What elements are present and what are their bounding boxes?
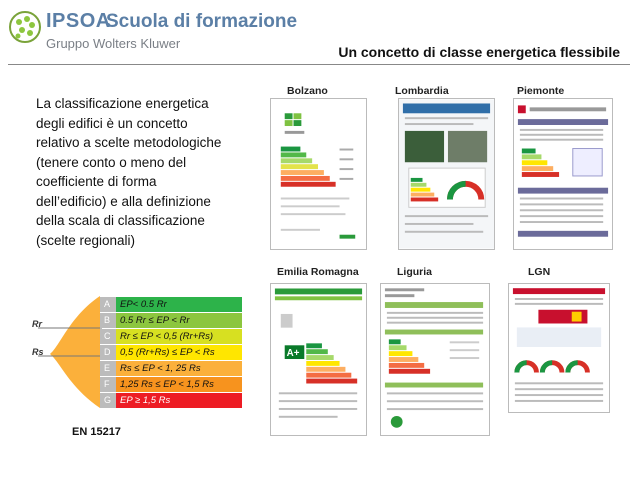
lgn-certificate-image <box>508 283 610 413</box>
scale-bar: 1,25 Rs ≤ EP < 1,5 Rs <box>116 377 242 392</box>
scale-bar: 0,5 (Rr+Rs) ≤ EP < Rs <box>116 345 242 360</box>
title-divider <box>8 64 630 65</box>
ipsoa-logo-icon <box>8 10 42 44</box>
scale-letter: F <box>100 377 116 392</box>
label-emilia-romagna: Emilia Romagna <box>277 266 359 278</box>
label-liguria: Liguria <box>397 266 433 278</box>
emilia-romagna-certificate-image <box>270 283 367 436</box>
intro-text: La classificazione energetica degli edifici è un concetto relativo a scelte metodologiche (tenere conto o meno del coefficiente di forma dell’edificio) e alla definizione della scala di classificazione (scelte regionali) <box>36 96 222 248</box>
energy-class-scale <box>100 297 242 409</box>
scale-row <box>100 393 242 408</box>
scale-row <box>100 313 242 328</box>
scale-row <box>100 377 242 392</box>
scale-letter: D <box>100 345 116 360</box>
label-lgn: LGN <box>528 266 551 278</box>
scale-bar: 0.5 Rr ≤ EP < Rr <box>116 313 242 328</box>
scale-row <box>100 345 242 360</box>
scale-letter: E <box>100 361 116 376</box>
brand-subtitle: Gruppo Wolters Kluwer <box>46 36 181 51</box>
label-lombardia: Lombardia <box>395 85 449 97</box>
rr-marker-label: Rr <box>32 319 43 329</box>
label-piemonte: Piemonte <box>517 85 565 97</box>
scale-letter: B <box>100 313 116 328</box>
svg-text:A+: A+ <box>286 348 300 360</box>
standard-label: EN 15217 <box>72 426 121 438</box>
label-bolzano: Bolzano <box>287 85 328 97</box>
scale-letter: C <box>100 329 116 344</box>
scale-bar: Rs ≤ EP < 1, 25 Rs <box>116 361 242 376</box>
rs-marker-label: Rs <box>32 347 44 357</box>
brand-name: IPSOA <box>46 10 111 32</box>
scale-row <box>100 329 242 344</box>
liguria-certificate-image <box>380 283 490 436</box>
bolzano-certificate-image <box>270 98 367 250</box>
scale-bar: EP< 0.5 Rr <box>116 297 242 312</box>
scale-bar: EP ≥ 1,5 Rs <box>116 393 242 408</box>
scale-row <box>100 297 242 312</box>
piemonte-certificate-image <box>513 98 613 250</box>
school-name: Scuola di formazione <box>106 11 298 32</box>
scale-bar: Rr ≤ EP < 0,5 (Rr+Rs) <box>116 329 242 344</box>
lombardia-certificate-image <box>398 98 495 250</box>
scale-letter: A <box>100 297 116 312</box>
scale-letter: G <box>100 393 116 408</box>
page-title: Un concetto di classe energetica flessibile <box>338 44 620 60</box>
scale-row <box>100 361 242 376</box>
